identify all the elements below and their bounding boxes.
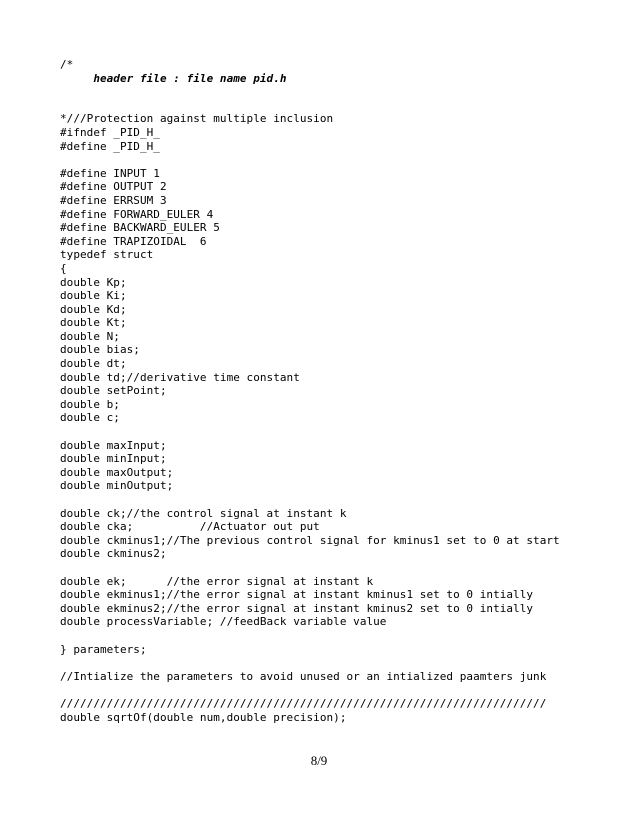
code-line: double ekminus1;//the error signal at instant kminus1 set to 0 intially: [60, 588, 534, 602]
code-line: [60, 153, 630, 167]
code-line: double bias;: [60, 343, 140, 357]
code-line: double sqrtOf(double num,double precision);: [60, 710, 347, 724]
code-line: #define ERRSUM 3: [60, 193, 167, 207]
code-line: double ek; //the error signal at instant k: [60, 574, 374, 588]
code-line: double c;: [60, 411, 120, 425]
code-line: [60, 85, 630, 99]
code-line: double ekminus2;//the error signal at instant kminus2 set to 0 intially: [60, 601, 534, 615]
code-line: [60, 99, 630, 113]
code-line: double setPoint;: [60, 384, 167, 398]
code-line: #define INPUT 1: [60, 166, 160, 180]
code-line: double Kt;: [60, 316, 127, 330]
header-comment-line: header file : file name pid.h: [60, 71, 287, 85]
code-line: double ck;//the control signal at instant k: [60, 506, 347, 520]
code-line: typedef struct: [60, 248, 154, 262]
code-line: [60, 629, 630, 643]
code-line: double dt;: [60, 357, 127, 371]
code-line: [60, 425, 630, 439]
code-line: //Intialize the parameters to avoid unused or an intialized paamters junk: [60, 669, 547, 683]
code-line: double maxInput;: [60, 438, 167, 452]
code-line: [60, 683, 630, 697]
code-line: #define FORWARD_EULER 4: [60, 207, 214, 221]
code-line: double ckminus1;//The previous control signal for kminus1 set to 0 at start: [60, 533, 560, 547]
code-line: #define TRAPIZOIDAL 6: [60, 234, 207, 248]
code-line: double Kd;: [60, 302, 127, 316]
code-line: [60, 493, 630, 507]
code-listing: [60, 58, 630, 724]
page-number: 8/9: [310, 753, 328, 768]
code-line: {: [60, 261, 67, 275]
code-line: #define _PID_H_: [60, 139, 160, 153]
code-line: double minOutput;: [60, 479, 174, 493]
code-line: [60, 561, 630, 575]
code-line: *///Protection against multiple inclusion: [60, 112, 334, 126]
code-line: double cka; //Actuator out put: [60, 520, 320, 534]
code-line: double minInput;: [60, 452, 167, 466]
code-line: #define BACKWARD_EULER 5: [60, 221, 220, 235]
code-line: [60, 656, 630, 670]
code-line: #ifndef _PID_H_: [60, 125, 160, 139]
code-line: double Ki;: [60, 289, 127, 303]
code-line: double ckminus2;: [60, 547, 167, 561]
code-line: double N;: [60, 329, 120, 343]
code-line: double Kp;: [60, 275, 127, 289]
code-line: double b;: [60, 397, 120, 411]
code-line: /////////////////////////////////////////////////////////////////////////: [60, 696, 547, 710]
code-line: } parameters;: [60, 642, 147, 656]
code-line: double processVariable; //feedBack variable value: [60, 615, 387, 629]
code-line: #define OUTPUT 2: [60, 180, 167, 194]
code-line: double maxOutput;: [60, 465, 174, 479]
code-line: /*: [60, 58, 74, 71]
code-line: double td;//derivative time constant: [60, 370, 300, 384]
